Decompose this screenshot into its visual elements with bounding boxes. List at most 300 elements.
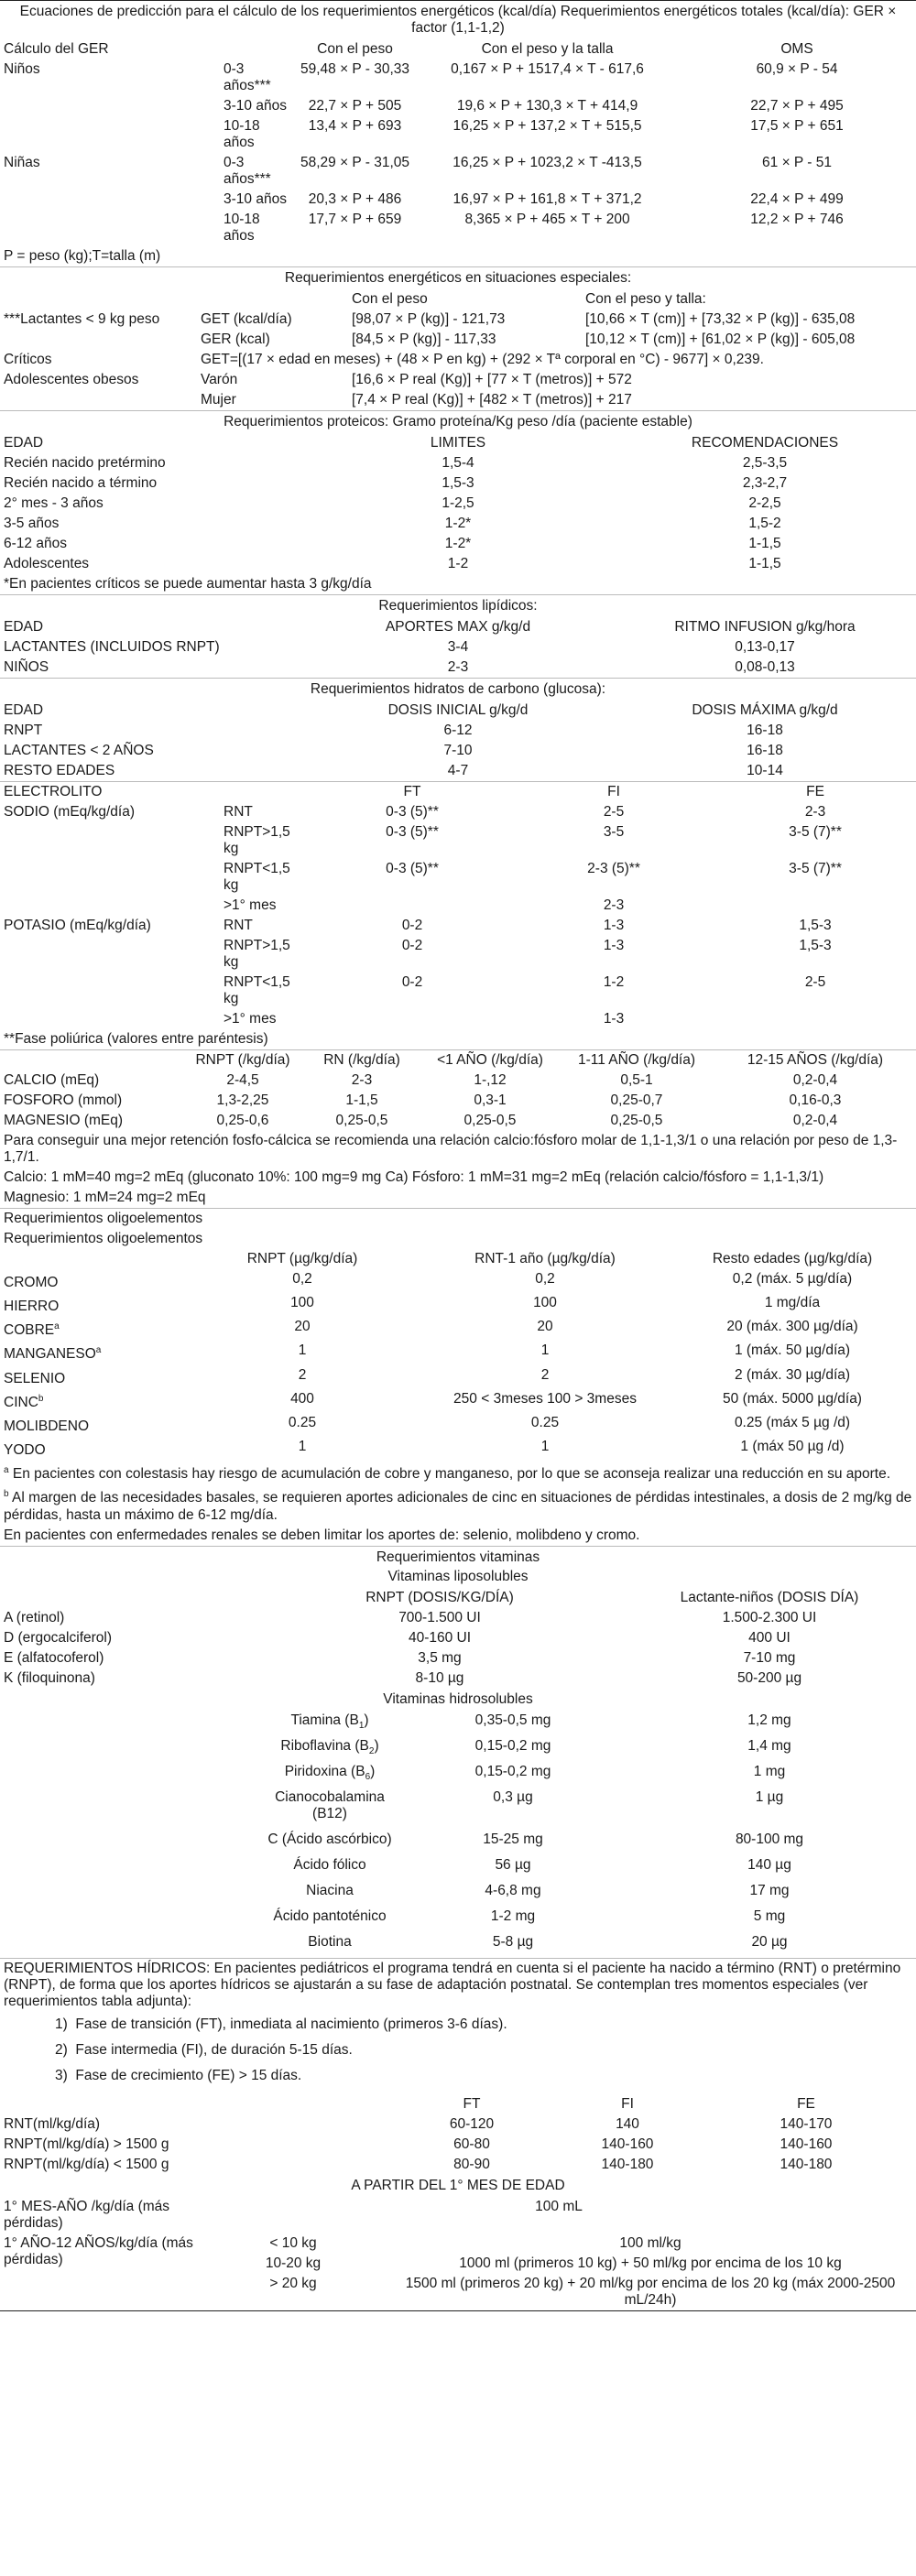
vitamin-name: Ácido pantoténico xyxy=(273,1908,387,1925)
hidrosolubles-table xyxy=(0,1711,916,1959)
table-row xyxy=(0,1608,916,1628)
vitaminas-section xyxy=(0,1547,916,1960)
table-row xyxy=(0,370,916,390)
peso-cell: 17,7 × P + 659 xyxy=(308,212,402,227)
varon-label: Varón xyxy=(201,372,238,387)
hidratos-table xyxy=(0,701,916,781)
weight-cell: < 10 kg xyxy=(269,2235,317,2252)
talla-cell: 8,365 × P + 465 × T + 200 xyxy=(464,212,630,227)
fase-item xyxy=(0,2012,916,2038)
table-header: Con el peso xyxy=(317,41,393,57)
table-row xyxy=(0,2135,916,2155)
value-cell: 1500 ml (primeros 20 kg) + 20 ml/kg por encima de los 20 kg (máx 2000-2500 mL/24h) xyxy=(405,2276,896,2309)
value-cell: 4-6,8 mg xyxy=(485,1883,541,1899)
fase-number: 1) xyxy=(55,2016,68,2033)
table-header: Cálculo del GER xyxy=(4,41,109,57)
vitamin-name: Ácido fólico xyxy=(293,1857,366,1874)
value-cell: 100 xyxy=(290,1295,314,1311)
value-cell: 20 xyxy=(537,1319,553,1335)
varon-formula: [16,6 × P real (Kg)] + [77 × T (metros)] + 572 xyxy=(352,372,632,387)
element-label xyxy=(0,1317,183,1341)
vitamin-label: E (alfatocoferol) xyxy=(4,1649,104,1666)
value-cell: 0,3-1 xyxy=(474,1092,507,1108)
vitamin-name: Piridoxina (B xyxy=(284,1763,365,1779)
table-row xyxy=(0,1830,916,1855)
value-cell: 0,3 µg xyxy=(493,1788,533,1805)
oligo-table xyxy=(0,1249,916,1461)
value-cell: 1,2 mg xyxy=(747,1712,791,1728)
oms-cell: 60,9 × P - 54 xyxy=(756,61,838,77)
value-cell: 0.25 (máx 5 µg /d) xyxy=(734,1414,851,1430)
recommend-cell: 2-2,5 xyxy=(748,495,781,511)
value-cell: 1.500-2.300 UI xyxy=(722,1609,817,1625)
ritmo-cell: 0,08-0,13 xyxy=(735,659,795,675)
ft-cell: 0-2 xyxy=(401,938,423,953)
ft-cell: 0-3 (5)** xyxy=(386,824,439,840)
value-cell: 0,25-0,7 xyxy=(610,1092,663,1108)
table-header xyxy=(0,1249,183,1269)
table-row xyxy=(0,390,916,410)
ft-cell xyxy=(311,1009,513,1029)
table-header-row xyxy=(0,1249,916,1269)
table-row xyxy=(0,1736,916,1762)
element-label xyxy=(0,1341,183,1364)
fi-cell: 1-3 xyxy=(603,938,625,953)
mineral-label: CALCIO (mEq) xyxy=(4,1072,100,1088)
maxima-cell: 16-18 xyxy=(747,723,783,738)
hidricos-table xyxy=(0,2094,916,2175)
aportes-cell: 2-3 xyxy=(447,659,469,675)
get-peso: [98,07 × P (kg)] - 121,73 xyxy=(352,311,506,327)
oligo-section xyxy=(0,1209,916,1547)
table-row xyxy=(0,534,916,554)
age-cell: 0-3 años*** xyxy=(224,61,271,93)
table-header: Con el peso y la talla xyxy=(481,41,614,57)
ft-cell: 0-3 (5)** xyxy=(386,804,439,820)
table-header-row xyxy=(0,1050,916,1071)
limits-cell: 1-2,5 xyxy=(442,495,474,511)
value-cell: 3,5 mg xyxy=(418,1649,462,1666)
electrolitos-table xyxy=(0,782,916,1029)
row-label: 1° MES-AÑO /kg/día (más pérdidas) xyxy=(4,2199,170,2232)
table-header-row xyxy=(0,433,916,453)
age-cell: Adolescentes xyxy=(4,556,90,571)
inicial-cell: 4-7 xyxy=(447,763,469,778)
age-cell: 3-10 años xyxy=(224,191,287,207)
footnote-mark: b xyxy=(38,1393,44,1404)
value-cell: 0,2-0,4 xyxy=(792,1113,838,1128)
lipidicos-title: Requerimientos lipídicos: xyxy=(378,598,538,614)
value-cell: 0,2-0,4 xyxy=(792,1072,838,1088)
ft-cell xyxy=(311,896,513,916)
value-cell: 60-80 xyxy=(453,2136,490,2153)
element-name: COBRE xyxy=(4,1322,55,1339)
table-row xyxy=(0,1932,916,1958)
vitaminas-title: Requerimientos vitaminas xyxy=(376,1549,540,1565)
table-header: Lactante-niños (DOSIS DÍA) xyxy=(680,1589,859,1605)
edad-table xyxy=(0,2197,916,2310)
group-label xyxy=(0,190,220,210)
limits-cell: 1,5-4 xyxy=(442,455,474,471)
oligo-footnote xyxy=(0,1461,916,1484)
fase-number: 3) xyxy=(55,2068,68,2084)
value-cell: 0,25-0,5 xyxy=(463,1113,517,1128)
table-row xyxy=(0,1365,916,1389)
fi-cell: 1-2 xyxy=(603,974,625,990)
value-cell: 1,4 mg xyxy=(747,1737,791,1754)
value-cell: 20 µg xyxy=(751,1934,788,1951)
table-row xyxy=(0,1071,916,1091)
element-label xyxy=(0,1413,183,1437)
oms-cell: 17,5 × P + 651 xyxy=(750,118,844,134)
fase-text: Fase de transición (FT), inmediata al nacimiento (primeros 3-6 días). xyxy=(75,2016,507,2033)
fase-text: Fase de crecimiento (FE) > 15 días. xyxy=(75,2068,302,2084)
fase-number: 2) xyxy=(55,2042,68,2059)
value-cell: 2-3 xyxy=(351,1072,373,1088)
table-row xyxy=(0,2155,916,2175)
table-row xyxy=(0,60,916,96)
table-row xyxy=(0,473,916,494)
table-header: LIMITES xyxy=(430,435,486,451)
group-cell: RNT xyxy=(224,804,253,820)
weight-cell: > 20 kg xyxy=(269,2276,317,2292)
inicial-cell: 6-12 xyxy=(443,723,473,738)
hidrosolubles-title: Vitaminas hidrosolubles xyxy=(383,1690,533,1707)
element-label xyxy=(0,1269,183,1293)
value-cell: 40-160 UI xyxy=(408,1629,472,1646)
value-cell: 1 xyxy=(298,1342,307,1359)
table-row xyxy=(0,936,916,973)
fi-cell: 2-3 xyxy=(603,897,625,913)
value-cell: 100 ml/kg xyxy=(619,2235,682,2252)
value-cell: 140-160 xyxy=(780,2136,833,2153)
mujer-label: Mujer xyxy=(201,392,236,408)
fe-cell: 1,5-3 xyxy=(799,918,832,933)
value-cell: 1 xyxy=(540,1439,550,1455)
table-row xyxy=(0,1711,916,1736)
table-row xyxy=(0,1907,916,1932)
peso-cell: 20,3 × P + 486 xyxy=(308,191,402,207)
value-cell: 400 xyxy=(290,1390,314,1407)
element-label xyxy=(0,1389,183,1413)
value-cell: 50 (máx. 5000 µg/día) xyxy=(723,1390,862,1407)
recommend-cell: 1-1,5 xyxy=(748,536,781,551)
oligo-footnote xyxy=(0,1484,916,1525)
minerales-note: Magnesio: 1 mM=24 mg=2 mEq xyxy=(4,1190,206,1205)
group-label xyxy=(0,210,220,246)
table-header: Con el peso xyxy=(352,291,428,307)
recommend-cell: 2,3-2,7 xyxy=(742,475,788,491)
maxima-cell: 10-14 xyxy=(747,763,783,778)
value-cell: 1 xyxy=(540,1342,550,1359)
group-label xyxy=(0,116,220,153)
element-label xyxy=(0,1293,183,1317)
age-cell: Recién nacido a término xyxy=(4,475,158,491)
value-cell: 0,25-0,5 xyxy=(335,1113,388,1128)
value-cell: 1 xyxy=(298,1439,307,1455)
age-cell: 3-10 años xyxy=(224,98,287,114)
table-header-row xyxy=(0,1588,916,1608)
value-cell: 60-120 xyxy=(449,2116,495,2133)
table-header: DOSIS INICIAL g/kg/d xyxy=(387,702,529,718)
minerales-note: Para conseguir una mejor retención fosfo-cálcica se recomienda una relación calcio:fósforo molar de 1,1-1,3/1 o una relación por peso de 1,3-1,7/1. xyxy=(4,1133,898,1165)
liposolubles-table xyxy=(0,1588,916,1689)
ger-title: Ecuaciones de predicción para el cálculo de los requerimientos energéticos (kcal/día) Requerimientos energéticos totales (kcal/día): GER × factor (1,1-1,2) xyxy=(19,4,897,36)
age-cell: LACTANTES (INCLUIDOS RNPT) xyxy=(4,639,220,655)
oligo-title: Requerimientos oligoelementos xyxy=(4,1231,203,1246)
vitamin-name: Tiamina (B xyxy=(290,1712,359,1728)
table-header: 1-11 AÑO (/kg/día) xyxy=(577,1052,696,1068)
value-cell: 2 xyxy=(298,1366,307,1383)
element-name: HIERRO xyxy=(4,1299,60,1315)
value-cell: 2-4,5 xyxy=(226,1072,259,1088)
value-cell: 0,25-0,5 xyxy=(610,1113,663,1128)
value-cell: 1 (máx 50 µg /d) xyxy=(740,1439,845,1455)
table-header: FE xyxy=(806,784,824,799)
value-cell: 700-1.500 UI xyxy=(398,1609,481,1625)
fi-cell: 3-5 xyxy=(603,824,625,840)
age-cell: 2° mes - 3 años xyxy=(4,495,104,511)
table-row xyxy=(0,1389,916,1413)
fe-cell: 2-3 xyxy=(804,804,826,820)
age-cell: 0-3 años*** xyxy=(224,155,271,187)
vitamin-close: ) xyxy=(374,1737,379,1754)
table-row xyxy=(0,637,916,658)
especiales-title: Requerimientos energéticos en situaciones especiales: xyxy=(284,270,632,286)
ft-cell: 0-2 xyxy=(401,974,423,990)
hidratos-title: Requerimientos hidratos de carbono (glucosa): xyxy=(310,681,606,697)
table-row xyxy=(0,210,916,246)
limits-cell: 1,5-3 xyxy=(442,475,474,491)
table-row xyxy=(0,2234,916,2254)
oligo-footnote: En pacientes con enfermedades renales se deben limitar los aportes de: selenio, molibdeno y cromo. xyxy=(4,1527,640,1543)
age-cell: 10-18 años xyxy=(224,212,260,244)
value-cell: 0,16-0,3 xyxy=(789,1092,842,1108)
row-label: 1° AÑO-12 AÑOS/kg/día (más pérdidas) xyxy=(4,2235,193,2268)
recommend-cell: 1,5-2 xyxy=(748,516,781,531)
element-name: CROMO xyxy=(4,1275,59,1291)
table-row xyxy=(0,350,916,370)
vitamin-close: ) xyxy=(370,1763,376,1779)
table-header-row xyxy=(0,782,916,802)
value-cell: 2 (máx. 30 µg/día) xyxy=(734,1366,851,1383)
peso-cell: 59,48 × P - 30,33 xyxy=(300,61,410,77)
talla-cell: 16,25 × P + 1023,2 × T -413,5 xyxy=(453,155,642,170)
fe-cell: 2-5 xyxy=(804,974,826,990)
proteicos-title: Requerimientos proteicos: Gramo proteína/Kg peso /día (paciente estable) xyxy=(224,414,692,429)
value-cell: 50-200 µg xyxy=(736,1669,802,1686)
table-row xyxy=(0,1762,916,1788)
table-header: RITMO INFUSION g/kg/hora xyxy=(674,619,856,635)
table-header: RN (/kg/día) xyxy=(323,1052,400,1068)
value-cell: 20 (máx. 300 µg/día) xyxy=(726,1319,858,1335)
table-row xyxy=(0,658,916,678)
table-header: FT xyxy=(463,2096,481,2113)
lipidicos-table xyxy=(0,617,916,678)
table-header: 12-15 AÑOS (/kg/día) xyxy=(747,1052,884,1068)
value-cell: 0,5-1 xyxy=(620,1072,653,1088)
get-label: GET (kcal/día) xyxy=(201,311,292,327)
row-label: RNT(ml/kg/día) xyxy=(4,2116,101,2133)
age-cell: LACTANTES < 2 AÑOS xyxy=(4,743,154,758)
table-row xyxy=(0,2114,916,2135)
table-header-row xyxy=(0,701,916,721)
fi-cell: 2-5 xyxy=(603,804,625,820)
value-cell: 0,25-0,6 xyxy=(216,1113,269,1128)
vitamin-name: Biotina xyxy=(308,1934,352,1951)
table-row xyxy=(0,1293,916,1317)
aportes-cell: 3-4 xyxy=(447,639,469,655)
mineral-label: FOSFORO (mmol) xyxy=(4,1092,123,1108)
table-header: ELECTROLITO xyxy=(4,784,103,799)
ger-note: P = peso (kg);T=talla (m) xyxy=(4,248,161,264)
table-row xyxy=(0,802,916,822)
value-cell: 140 xyxy=(616,2116,639,2133)
element-name: MANGANESO xyxy=(4,1346,96,1363)
electrolitos-section xyxy=(0,782,916,1050)
value-cell: 1 mg/día xyxy=(764,1295,821,1311)
talla-cell: 16,25 × P + 137,2 × T + 515,5 xyxy=(453,118,642,134)
value-cell: 1 µg xyxy=(755,1788,784,1805)
value-cell: 56 µg xyxy=(495,1857,531,1874)
table-row xyxy=(0,1881,916,1907)
age-cell: NIÑOS xyxy=(4,659,49,675)
value-cell: 1,3-2,25 xyxy=(216,1092,269,1108)
table-row xyxy=(0,1437,916,1461)
value-cell: 0,15-0,2 mg xyxy=(474,1763,551,1779)
table-row xyxy=(0,1413,916,1437)
fi-cell: 1-3 xyxy=(603,1011,625,1027)
table-row xyxy=(0,330,916,350)
limits-cell: 1-2 xyxy=(447,556,469,571)
age-cell: 6-12 años xyxy=(4,536,67,551)
especiales-section xyxy=(0,267,916,411)
hidratos-section xyxy=(0,679,916,782)
group-cell: RNPT>1,5 kg xyxy=(224,938,290,970)
oms-cell: 22,7 × P + 495 xyxy=(750,98,844,114)
vitamin-close: ) xyxy=(364,1712,369,1728)
value-cell: 20 xyxy=(294,1319,311,1335)
fe-cell xyxy=(714,1009,916,1029)
footnote-text: Al margen de las necesidades basales, se requieren aportes adicionales de cinc en situaciones de pérdidas intestinales, a dosis de 2 mg/kg de pérdidas, hasta un máximo de 6-12 mg/día. xyxy=(4,1490,912,1523)
table-row xyxy=(0,1009,916,1029)
lipidicos-section xyxy=(0,595,916,679)
table-header: DOSIS MÁXIMA g/kg/d xyxy=(692,702,838,718)
vitamin-name: Riboflavina (B xyxy=(280,1737,369,1754)
fase-item xyxy=(0,2063,916,2089)
age-cell: RNPT xyxy=(4,723,43,738)
value-cell: 0.25 xyxy=(288,1414,317,1430)
table-row xyxy=(0,554,916,574)
fi-cell: 2-3 (5)** xyxy=(587,861,640,876)
age-cell: Recién nacido pretérmino xyxy=(4,455,166,471)
vitamin-name: Cianocobalamina (B12) xyxy=(275,1788,385,1821)
vitamin-label xyxy=(256,1855,403,1881)
vitamin-label xyxy=(256,1762,403,1788)
value-cell: 400 UI xyxy=(748,1629,791,1646)
table-row xyxy=(0,96,916,116)
footnote-mark: a xyxy=(54,1321,60,1332)
table-header: FT xyxy=(403,784,421,799)
value-cell: 140 µg xyxy=(747,1857,791,1874)
table-row xyxy=(0,153,916,190)
weight-cell: 10-20 kg xyxy=(265,2255,322,2272)
oms-cell: 12,2 × P + 746 xyxy=(750,212,844,227)
group-cell: RNT xyxy=(224,918,253,933)
value-cell: 140-180 xyxy=(601,2157,654,2173)
vitamin-label: K (filoquinona) xyxy=(4,1669,95,1686)
hidricos-section xyxy=(0,1959,916,2310)
group-cell: RNPT>1,5 kg xyxy=(224,824,290,856)
value-cell: 1000 ml (primeros 10 kg) + 50 ml/kg por encima de los 10 kg xyxy=(459,2255,842,2272)
group-cell: >1° mes xyxy=(224,1011,277,1027)
table-row xyxy=(0,494,916,514)
fe-cell: 3-5 (7)** xyxy=(789,824,842,840)
value-cell: 80-100 mg xyxy=(735,1831,804,1847)
sodio-label: SODIO (mEq/kg/día) xyxy=(4,804,135,820)
table-row xyxy=(0,453,916,473)
value-cell: 0.25 xyxy=(530,1414,560,1430)
fi-cell: 1-3 xyxy=(603,918,625,933)
table-row xyxy=(0,896,916,916)
table-row xyxy=(0,190,916,210)
table-header: OMS xyxy=(780,41,813,57)
table-row xyxy=(0,761,916,781)
value-cell: 1-1,5 xyxy=(345,1092,378,1108)
group-cell: RNPT<1,5 kg xyxy=(224,861,290,893)
vitamin-subscript: 1 xyxy=(358,1720,365,1731)
value-cell: 0,15-0,2 mg xyxy=(474,1737,551,1754)
liposolubles-title: Vitaminas liposolubles xyxy=(387,1568,529,1584)
proteicos-note: *En pacientes críticos se puede aumentar hasta 3 g/kg/día xyxy=(4,576,372,592)
peso-cell: 58,29 × P - 31,05 xyxy=(300,155,410,170)
table-row xyxy=(0,973,916,1009)
footnote-mark: a xyxy=(95,1345,102,1356)
minerales-table xyxy=(0,1050,916,1131)
table-header: RNPT (DOSIS/KG/DÍA) xyxy=(365,1589,514,1605)
element-label xyxy=(0,1365,183,1389)
table-header-row xyxy=(0,289,916,310)
vitamin-label xyxy=(256,1788,403,1830)
table-header: EDAD xyxy=(4,702,44,718)
criticos-formula: GET=[(17 × edad en meses) + (48 × P en kg) + (292 × Tª corporal en °C) - 9677] × 0,239. xyxy=(201,352,764,367)
table-header: APORTES MAX g/kg/d xyxy=(385,619,531,635)
footnote-mark: b xyxy=(4,1489,9,1500)
ritmo-cell: 0,13-0,17 xyxy=(735,639,795,655)
table-row xyxy=(0,859,916,896)
vitamin-label xyxy=(256,1830,403,1855)
value-cell: 0,35-0,5 mg xyxy=(474,1712,551,1728)
vitamin-label xyxy=(256,1907,403,1932)
inicial-cell: 7-10 xyxy=(443,743,473,758)
table-header: <1 AÑO (/kg/día) xyxy=(437,1052,543,1068)
value-cell: 250 < 3meses 100 > 3meses xyxy=(453,1390,637,1407)
table-row xyxy=(0,1668,916,1689)
vitamin-label xyxy=(256,1736,403,1762)
age-cell: RESTO EDADES xyxy=(4,763,115,778)
minerales-section xyxy=(0,1050,916,1209)
table-row xyxy=(0,721,916,741)
value-cell: 80-90 xyxy=(453,2157,490,2173)
table-row xyxy=(0,310,916,330)
vitamin-label xyxy=(256,1881,403,1907)
table-row xyxy=(0,1111,916,1131)
fase-text: Fase intermedia (FI), de duración 5-15 días. xyxy=(75,2042,353,2059)
table-row xyxy=(0,741,916,761)
value-cell: 0,2 (máx. 5 µg/día) xyxy=(732,1271,853,1287)
table-row xyxy=(0,1628,916,1648)
table-header: EDAD xyxy=(4,435,44,451)
